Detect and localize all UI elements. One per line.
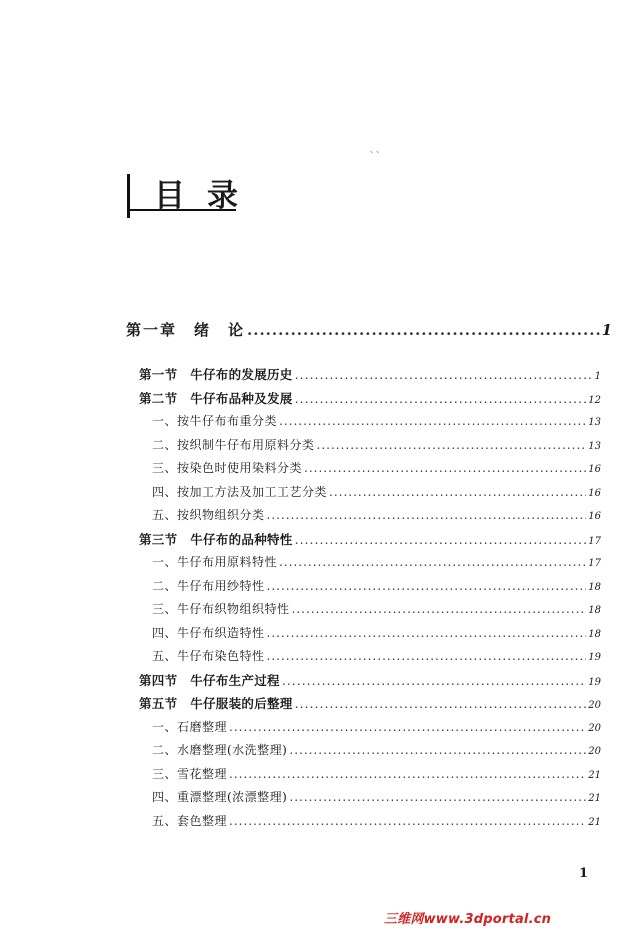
toc-leader-dots xyxy=(295,367,593,382)
toc-entry-page: 19 xyxy=(588,676,601,688)
toc-entry-label: 四、按加工方法及加工工艺分类 xyxy=(152,484,328,499)
toc-leader-dots xyxy=(247,321,600,339)
toc-entry-page: 18 xyxy=(588,605,601,616)
toc-entry-page: 18 xyxy=(588,581,601,593)
toc-leader-dots xyxy=(267,649,587,663)
toc-leader-dots xyxy=(279,414,586,428)
toc-entry-label: 第二节 牛仔布品种及发展 xyxy=(139,390,293,406)
toc-entry-page: 21 xyxy=(588,816,601,828)
toc-entry-label: 一、按牛仔布布重分类 xyxy=(152,414,278,428)
toc-entry-page: 17 xyxy=(588,558,601,569)
toc-entry-page: 20 xyxy=(588,746,601,757)
toc-entry-page: 21 xyxy=(588,793,601,804)
toc-leader-dots xyxy=(267,579,587,593)
toc-leader-dots xyxy=(229,767,586,781)
toc-entry-page: 16 xyxy=(588,487,601,499)
toc-subsection-row[interactable] xyxy=(152,812,601,829)
toc-entry-label: 五、套色整理 xyxy=(152,813,228,828)
toc-section-row[interactable] xyxy=(139,365,601,383)
toc-section-row[interactable] xyxy=(139,694,601,712)
toc-section-row[interactable] xyxy=(139,530,601,548)
toc-leader-dots xyxy=(289,790,586,804)
toc-leader-dots xyxy=(317,438,587,452)
toc-leader-dots xyxy=(267,626,587,640)
toc-entry-page: 19 xyxy=(588,652,601,663)
toc-leader-dots xyxy=(329,485,586,499)
toc-subsection-row[interactable] xyxy=(152,577,601,594)
toc-entry-label: 第一节 牛仔布的发展历史 xyxy=(139,367,293,382)
toc-entry-label: 四、牛仔布织造特性 xyxy=(152,625,265,640)
toc-section-row[interactable] xyxy=(139,671,601,689)
toc-entry-label: 二、水磨整理(水洗整理) xyxy=(152,743,288,757)
toc-chapter-row[interactable] xyxy=(126,319,612,340)
toc-entry-label: 第四节 牛仔布生产过程 xyxy=(139,672,280,688)
toc-entry-label: 第三节 牛仔布的品种特性 xyxy=(139,531,293,547)
toc-leader-dots xyxy=(295,391,587,406)
toc-entry-label: 第五节 牛仔服装的后整理 xyxy=(139,696,293,711)
toc-subsection-row[interactable] xyxy=(152,788,601,805)
toc-entry-page: 20 xyxy=(588,700,601,711)
page-title: 目录 xyxy=(154,178,260,214)
toc-entry-label: 三、牛仔布织物组织特性 xyxy=(152,602,290,616)
toc-leader-dots xyxy=(295,696,587,711)
toc-entry-page: 16 xyxy=(588,511,601,522)
toc-entry-page: 13 xyxy=(588,417,601,428)
toc-subsection-row[interactable] xyxy=(152,624,601,641)
toc-subsection-row[interactable] xyxy=(152,412,601,429)
toc-entry-label: 四、重漂整理(浓漂整理) xyxy=(152,790,288,804)
toc-entry-label: 三、按染色时使用染料分类 xyxy=(152,461,303,475)
toc-entry-label: 二、牛仔布用纱特性 xyxy=(152,578,265,593)
toc-entry-page: 17 xyxy=(588,535,601,547)
toc-leader-dots xyxy=(292,602,587,616)
toc-subsection-row[interactable] xyxy=(152,741,601,758)
toc-entry-page: 18 xyxy=(588,628,601,640)
toc-entry-page: 1 xyxy=(594,371,601,382)
page-number: 1 xyxy=(579,866,589,881)
toc-leader-dots xyxy=(282,673,586,688)
toc-leader-dots xyxy=(289,743,586,757)
toc-subsection-row[interactable] xyxy=(152,436,601,453)
toc-subsection-row[interactable] xyxy=(152,506,601,523)
toc-entry-label: 五、牛仔布染色特性 xyxy=(152,649,265,663)
toc-subsection-row[interactable] xyxy=(152,600,601,617)
toc-entry-label: 三、雪花整理 xyxy=(152,766,228,781)
toc-entry-page: 21 xyxy=(588,769,601,781)
toc-entry-label: 一、石磨整理 xyxy=(152,719,228,734)
toc-entry-page: 13 xyxy=(588,440,601,452)
toc-leader-dots xyxy=(295,532,587,547)
toc-entry-label: 五、按织物组织分类 xyxy=(152,508,265,522)
toc-entry-page: 16 xyxy=(588,464,601,475)
toc-entry-label: 二、按织制牛仔布用原料分类 xyxy=(152,437,315,452)
toc-entry-page: 20 xyxy=(588,722,601,734)
title-vertical-bar xyxy=(127,174,130,218)
toc-leader-dots xyxy=(229,814,586,828)
toc-chapter-page: 1 xyxy=(601,321,612,339)
toc-subsection-row[interactable] xyxy=(152,765,601,782)
toc-leader-dots xyxy=(229,720,586,734)
toc-leader-dots xyxy=(304,461,586,475)
scan-speck: 、、 xyxy=(370,145,386,154)
toc-leader-dots xyxy=(279,555,586,569)
toc-entry-page: 12 xyxy=(588,394,601,406)
toc-section-row[interactable] xyxy=(139,389,601,407)
toc-chapter-label: 第一章 绪 论 xyxy=(126,321,246,339)
toc-subsection-row[interactable] xyxy=(152,718,601,735)
watermark: 三维网www.3dportal.cn xyxy=(384,912,552,927)
toc-subsection-row[interactable] xyxy=(152,483,601,500)
toc-subsection-row[interactable] xyxy=(152,553,601,570)
toc-leader-dots xyxy=(267,508,587,522)
toc-subsection-row[interactable] xyxy=(152,459,601,476)
toc-subsection-row[interactable] xyxy=(152,647,601,664)
toc-entry-label: 一、牛仔布用原料特性 xyxy=(152,555,278,569)
